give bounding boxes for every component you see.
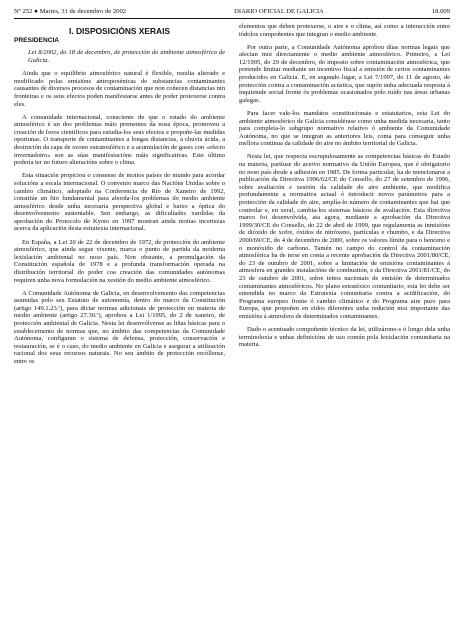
paragraph-continued: elementos que deben protexerse, o aire e o clima, así como a interacción entre tódolos compoñentes que integran o medio ambiente.: [239, 23, 450, 38]
paragraph: Nesta lei, que respecta escrupulosamente as competencias básicas do Estado na materia, partíuse do acervo normativo da Unión Europea, que é obrigatorio no noso país desde a adhesión en 1985. De forma particular, ha de mencionarse a publicación da Directiva 1996/62/CE do Consello, do 27 de setembro de 1996, sobre avaliación e xestión da calidade do aire ambiente, que modifica profundamente a normativa actual ó introducir novos parámetros para a protección da calidade do aire, amplía-lo número de contaminantes que hai que controlar e, en xeral, cambia-los sistemas básicos de avaliación. Esta directiva marco foi desenvolvida, ata agora, mediante a aprobación da Directiva 1999/30/CE do Consello, do 22 de abril de 1999, que regulamenta as inmisións de dióxido de xofre, óxidos de nitróxeno, partículas e chumbo, e da Directiva 2000/69/CE, do 4 de decembro de 2000, sobre os valores límite para o benceno e o monóxido de carbono. Tamén no campo do control da contaminación atmosférica ha de terse en conta a recente aprobación da Directiva 2001/80/CE, do 23 de outubro de 2001, sobre a limitación de emisións contaminantes á atmosfera en grandes instalacións de combustión, e da Directiva 2001/81/CE, do 23 de outubro de 2001, sobre teitos nacionais de emisión de determinados contaminantes atmosféricos. No plano estratéxico comunitario, esta lei debe ser entendida no marco da Estratexia comunitaria contra a acidificación, do Programa europeo fronte ó cambio climático e do Programa aire puro para Europa, que propoñen en eidos diferentes unha redución moi importante das emisións á atmosfera de determinados contaminantes.: [239, 153, 450, 320]
column-left: [14, 23, 225, 371]
header-publication: DIARIO OFICIAL DE GALICIA: [234, 8, 324, 15]
paragraph: Ainda que o equilibrio atmosférico natural é flexible, resulta alterado e modificado polas emisións antropoxénicas de substancias contaminantes causantes de diversos procesos de contaminación que non coñecen distancias nin fronteiras e os seus efectos poden manifestarse antes de poder protexerse contra eles.: [14, 70, 225, 108]
paragraph: Por outra parte, a Comunidade Autónoma aprobou dúas normas legais que afectan moi directamente o medio ambiente atmosférico. Primeiro, a Lei 12/1995, do 29 de decembro, do imposto sobre contaminación atmosférica, que pretende limitar mediante un incentivo fiscal a emisión de certos contaminantes producidos en Galicia. E, en segundo lugar, a Lei 7/1997, do 11 de agosto, de protección contra a contaminación acústica, que supón unha adecuada resposta á inquietude social fronte ós problemas ocasionados polo ruído nas áreas urbanas galegas.: [239, 43, 450, 104]
text-columns: [14, 23, 450, 371]
paragraph: En España, a Lei 20 de 22 de decembro de 1972, de protección do ambiente atmosférico, que ainda segue vixente, marca o punto de partida da moderna lexislación ambiental no noso país. Non obstante, a promulgación da Constitución española de 1978 e a profunda transformación operada na distribución territorial do poder coa creación das comunidades autónomas requiren unha nova formulación na xestión do medio ambiente atmosférico.: [14, 238, 225, 284]
paragraph: A comunidade internacional, consciente de que o estado do ambiente atmosférico é un dos problemas máis prementes da nosa época, promoveu a creación de foros científicos para estudia-los seus efectos e propoñe-las medidas oportunas. O transporte de contaminantes a longas distancias, a chuvia ácida, a destrución da capa de ozono estratosférico e a acumulación de gases con «efecto invernadoiro» son as súas manifestacións máis significativas. Este último podería ter no futuro alteracións sobre o clima.: [14, 113, 225, 167]
document-page: [14, 8, 450, 634]
subsection-title: PRESIDENCIA: [14, 37, 60, 44]
paragraph: Para facer vale-los mandatos constitucionais e estatutarios, esta Lei do ambiente atmosférico de Galicia considérase como unha medida necesaria, tanto para completa-lo subgrupo normativo relativo ó ambiente da Comunidade Autónoma, no que se integran as anteriores leis, coma para conseguir unha mellora continua da calidade do aire no ámbito territorial de Galicia.: [239, 109, 450, 148]
paragraph: Esta situación propiciou o consenso de moitos países do mundo para acordar solucións a escala internacional. O convenio marco das Nacións Unidas sobre o cambio climático, adoptado na Conferencia de Río de Xaneiro de 1992, constitúe un fito fundamental para aborda-los problemas do medio ambiente atmosférico desde unha necesaria perspectiva global e baixo a óptica do desenvolvemento sustentable. Sen embargo, as dificultades xurdidas da aprobación do Protocolo de Kyoto en 1997 mostran ainda moitas incertezas acerca da aplicación desta estratexia internacional.: [14, 172, 225, 233]
paragraph: A Comunidade Autónoma de Galicia, en desenvolvemento das competencias asumidas polo seu Estatuto de autonomía, dentro do marco da Constitución (artigo 149.1.23.ª), para dictar normas adicionais de protección en materia de medio ambiente (artigo 27.30.ª), aprobou a Lei 1/1995, do 2 de xaneiro, de protección ambiental de Galicia. Nesta lei desenvólvense as liñas básicas para o establecemento de normas que, no ámbito das competencias da Comunidade Autónoma, configuran o sistema de defensa, protección, conservación e restauración, se é o caso, do medio ambiente en Galicia e asegurar a utilización racional dos seus recursos naturais. No seu ámbito de protección recóllense, entre os: [14, 289, 225, 365]
paragraph: Dado o acentuado compoñente técnico da lei, utilizárono-s ó longo dela unha terminoloxía e unhas definicións de uso común pola lexislación comunitaria na materia.: [239, 325, 450, 349]
header-rule: [14, 18, 450, 19]
header-page-number: 18.009: [431, 8, 450, 15]
column-right: [239, 23, 450, 371]
header-issue-date: Nº 252 ● Martes, 31 de decembro de 2002: [14, 8, 127, 15]
law-title: Lei 8/2002, do 18 de decembro, de protección do ambiente atmosférico de Galicia.: [28, 49, 225, 64]
page-header: [14, 8, 450, 16]
section-title: I. DISPOSICIÓNS XERAIS: [69, 26, 170, 36]
